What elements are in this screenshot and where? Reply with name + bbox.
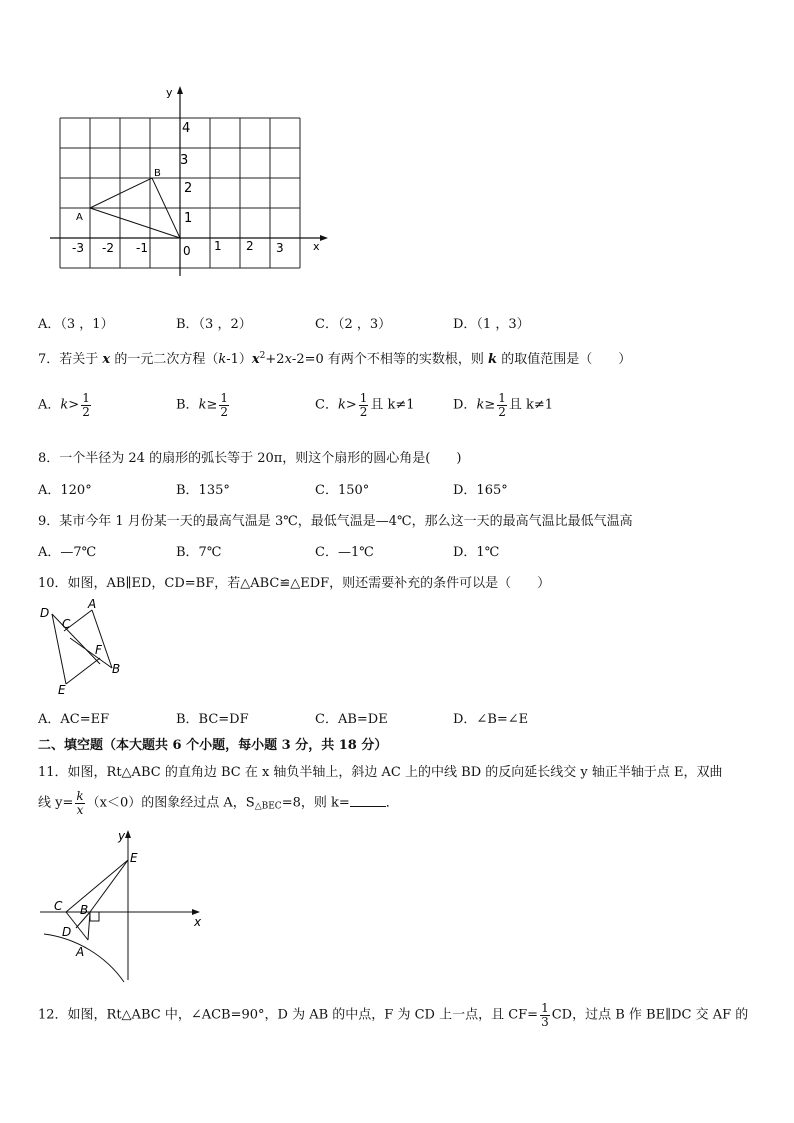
x-tick-neg1: -1 bbox=[136, 241, 148, 255]
q12-question: 12．如图，Rt△ABC 中，∠ACB=90°，D 为 AB 的中点，F 为 CD 上一点，且 CF= $\frac{1}{3}$ CD，过点 B 作 BE∥DC 交 AF 的 bbox=[38, 1001, 749, 1029]
q7-option-c[interactable]: C．k> $\frac{1}{2}$ 且 k≠1 bbox=[315, 391, 415, 419]
q11-label-b: B bbox=[80, 903, 89, 917]
q9-option-b[interactable]: B．7℃ bbox=[176, 545, 222, 560]
coordinate-grid-figure bbox=[40, 80, 340, 280]
fraction: $\frac{1}{2}$ bbox=[359, 391, 368, 419]
q11-label-x: x bbox=[194, 915, 202, 929]
q11-label-a: A bbox=[76, 945, 85, 959]
q8-option-b[interactable]: B．135° bbox=[176, 483, 230, 498]
q11-line2: 线 y= $\frac{k}{x}$ （x＜0）的图象经过点 A，$S_{\triangle BEC}=8$，则 k= ． bbox=[38, 789, 399, 817]
q10-label-a: A bbox=[88, 597, 97, 611]
q7-option-d[interactable]: D．k≥ $\frac{1}{2}$ 且 k≠1 bbox=[453, 391, 554, 419]
q7-option-a[interactable]: A．k> $\frac{1}{2}$ bbox=[38, 391, 90, 419]
point-a-label: A bbox=[76, 212, 83, 223]
q11-figure bbox=[36, 826, 212, 986]
q11-label-c: C bbox=[54, 899, 63, 913]
section-heading: 二、填空题（本大题共 6 个小题，每小题 3 分，共 18 分） bbox=[38, 738, 388, 753]
q8-question: 8．一个半径为 24 的扇形的弧长等于 20π，则这个扇形的圆心角是( ) bbox=[38, 451, 462, 466]
y-axis-label: y bbox=[166, 86, 173, 99]
y-tick-1: 1 bbox=[184, 211, 193, 226]
fraction: $\frac{1}{3}$ bbox=[541, 1001, 549, 1029]
fraction: $\frac{1}{2}$ bbox=[220, 391, 228, 419]
point-b-label: B bbox=[154, 168, 161, 179]
q10-label-f: F bbox=[95, 643, 102, 657]
q6-option-b[interactable]: B．（3 ，2） bbox=[176, 317, 252, 332]
x-axis-label: x bbox=[313, 240, 320, 253]
x-tick-neg3: -3 bbox=[72, 241, 84, 255]
q10-option-a[interactable]: A．AC=EF bbox=[38, 712, 110, 727]
q11-label-d: D bbox=[62, 925, 72, 939]
x-tick-1: 1 bbox=[214, 239, 222, 253]
x-tick-3: 3 bbox=[276, 241, 284, 255]
fraction: $\frac{k}{x}$ bbox=[76, 789, 84, 817]
y-tick-3: 3 bbox=[180, 153, 189, 168]
q9-question: 9．某市今年 1 月份某一天的最高气温是 3℃，最低气温是—4℃，那么这一天的最高气温比最低气温高 bbox=[38, 514, 633, 529]
q10-label-c: C bbox=[62, 617, 71, 631]
q10-label-b: B bbox=[112, 662, 121, 676]
q11-label-y: y bbox=[118, 829, 126, 843]
q10-label-d: D bbox=[40, 606, 50, 620]
q8-option-d[interactable]: D．165° bbox=[453, 483, 508, 498]
answer-blank[interactable] bbox=[350, 796, 386, 807]
q10-question: 10．如图，AB∥ED，CD=BF，若△ABC≌△EDF，则还需要补充的条件可以是（ ） bbox=[38, 576, 551, 591]
q6-option-d[interactable]: D．（1 ，3） bbox=[453, 317, 530, 332]
q6-option-c[interactable]: C．（2 ，3） bbox=[315, 317, 392, 332]
x-tick-2: 2 bbox=[246, 239, 254, 253]
q7-option-b[interactable]: B．k≥ $\frac{1}{2}$ bbox=[176, 391, 228, 419]
q10-label-e: E bbox=[58, 683, 66, 697]
q9-option-a[interactable]: A．—7℃ bbox=[38, 545, 97, 560]
q8-option-a[interactable]: A．120° bbox=[38, 483, 92, 498]
q11-line1: 11．如图，Rt△ABC 的直角边 BC 在 x 轴负半轴上，斜边 AC 上的中线 BD 的反向延长线交 y 轴正半轴于点 E，双曲 bbox=[38, 765, 723, 780]
q10-option-b[interactable]: B．BC=DF bbox=[176, 712, 249, 727]
fraction: $\frac{1}{2}$ bbox=[82, 391, 90, 419]
q11-label-e: E bbox=[130, 851, 138, 865]
q9-option-c[interactable]: C．—1℃ bbox=[315, 545, 374, 560]
fraction: $\frac{1}{2}$ bbox=[498, 391, 506, 419]
q6-option-a[interactable]: A．（3 ，1） bbox=[38, 317, 114, 332]
q8-option-c[interactable]: C．150° bbox=[315, 483, 370, 498]
x-tick-neg2: -2 bbox=[102, 241, 114, 255]
x-tick-0: 0 bbox=[183, 244, 191, 258]
q10-option-c[interactable]: C．AB=DE bbox=[315, 712, 388, 727]
q10-option-d[interactable]: D．∠B=∠E bbox=[453, 712, 529, 727]
q10-figure bbox=[36, 596, 136, 698]
y-tick-4: 4 bbox=[182, 121, 191, 136]
y-tick-2: 2 bbox=[184, 181, 193, 196]
q7-question: 7．若关于 x 的一元二次方程$(k-1)x^2+2x-2=0$ 有两个不相等的实数根，则 k 的取值范围是（ ） bbox=[38, 351, 632, 367]
q9-option-d[interactable]: D．1℃ bbox=[453, 545, 500, 560]
